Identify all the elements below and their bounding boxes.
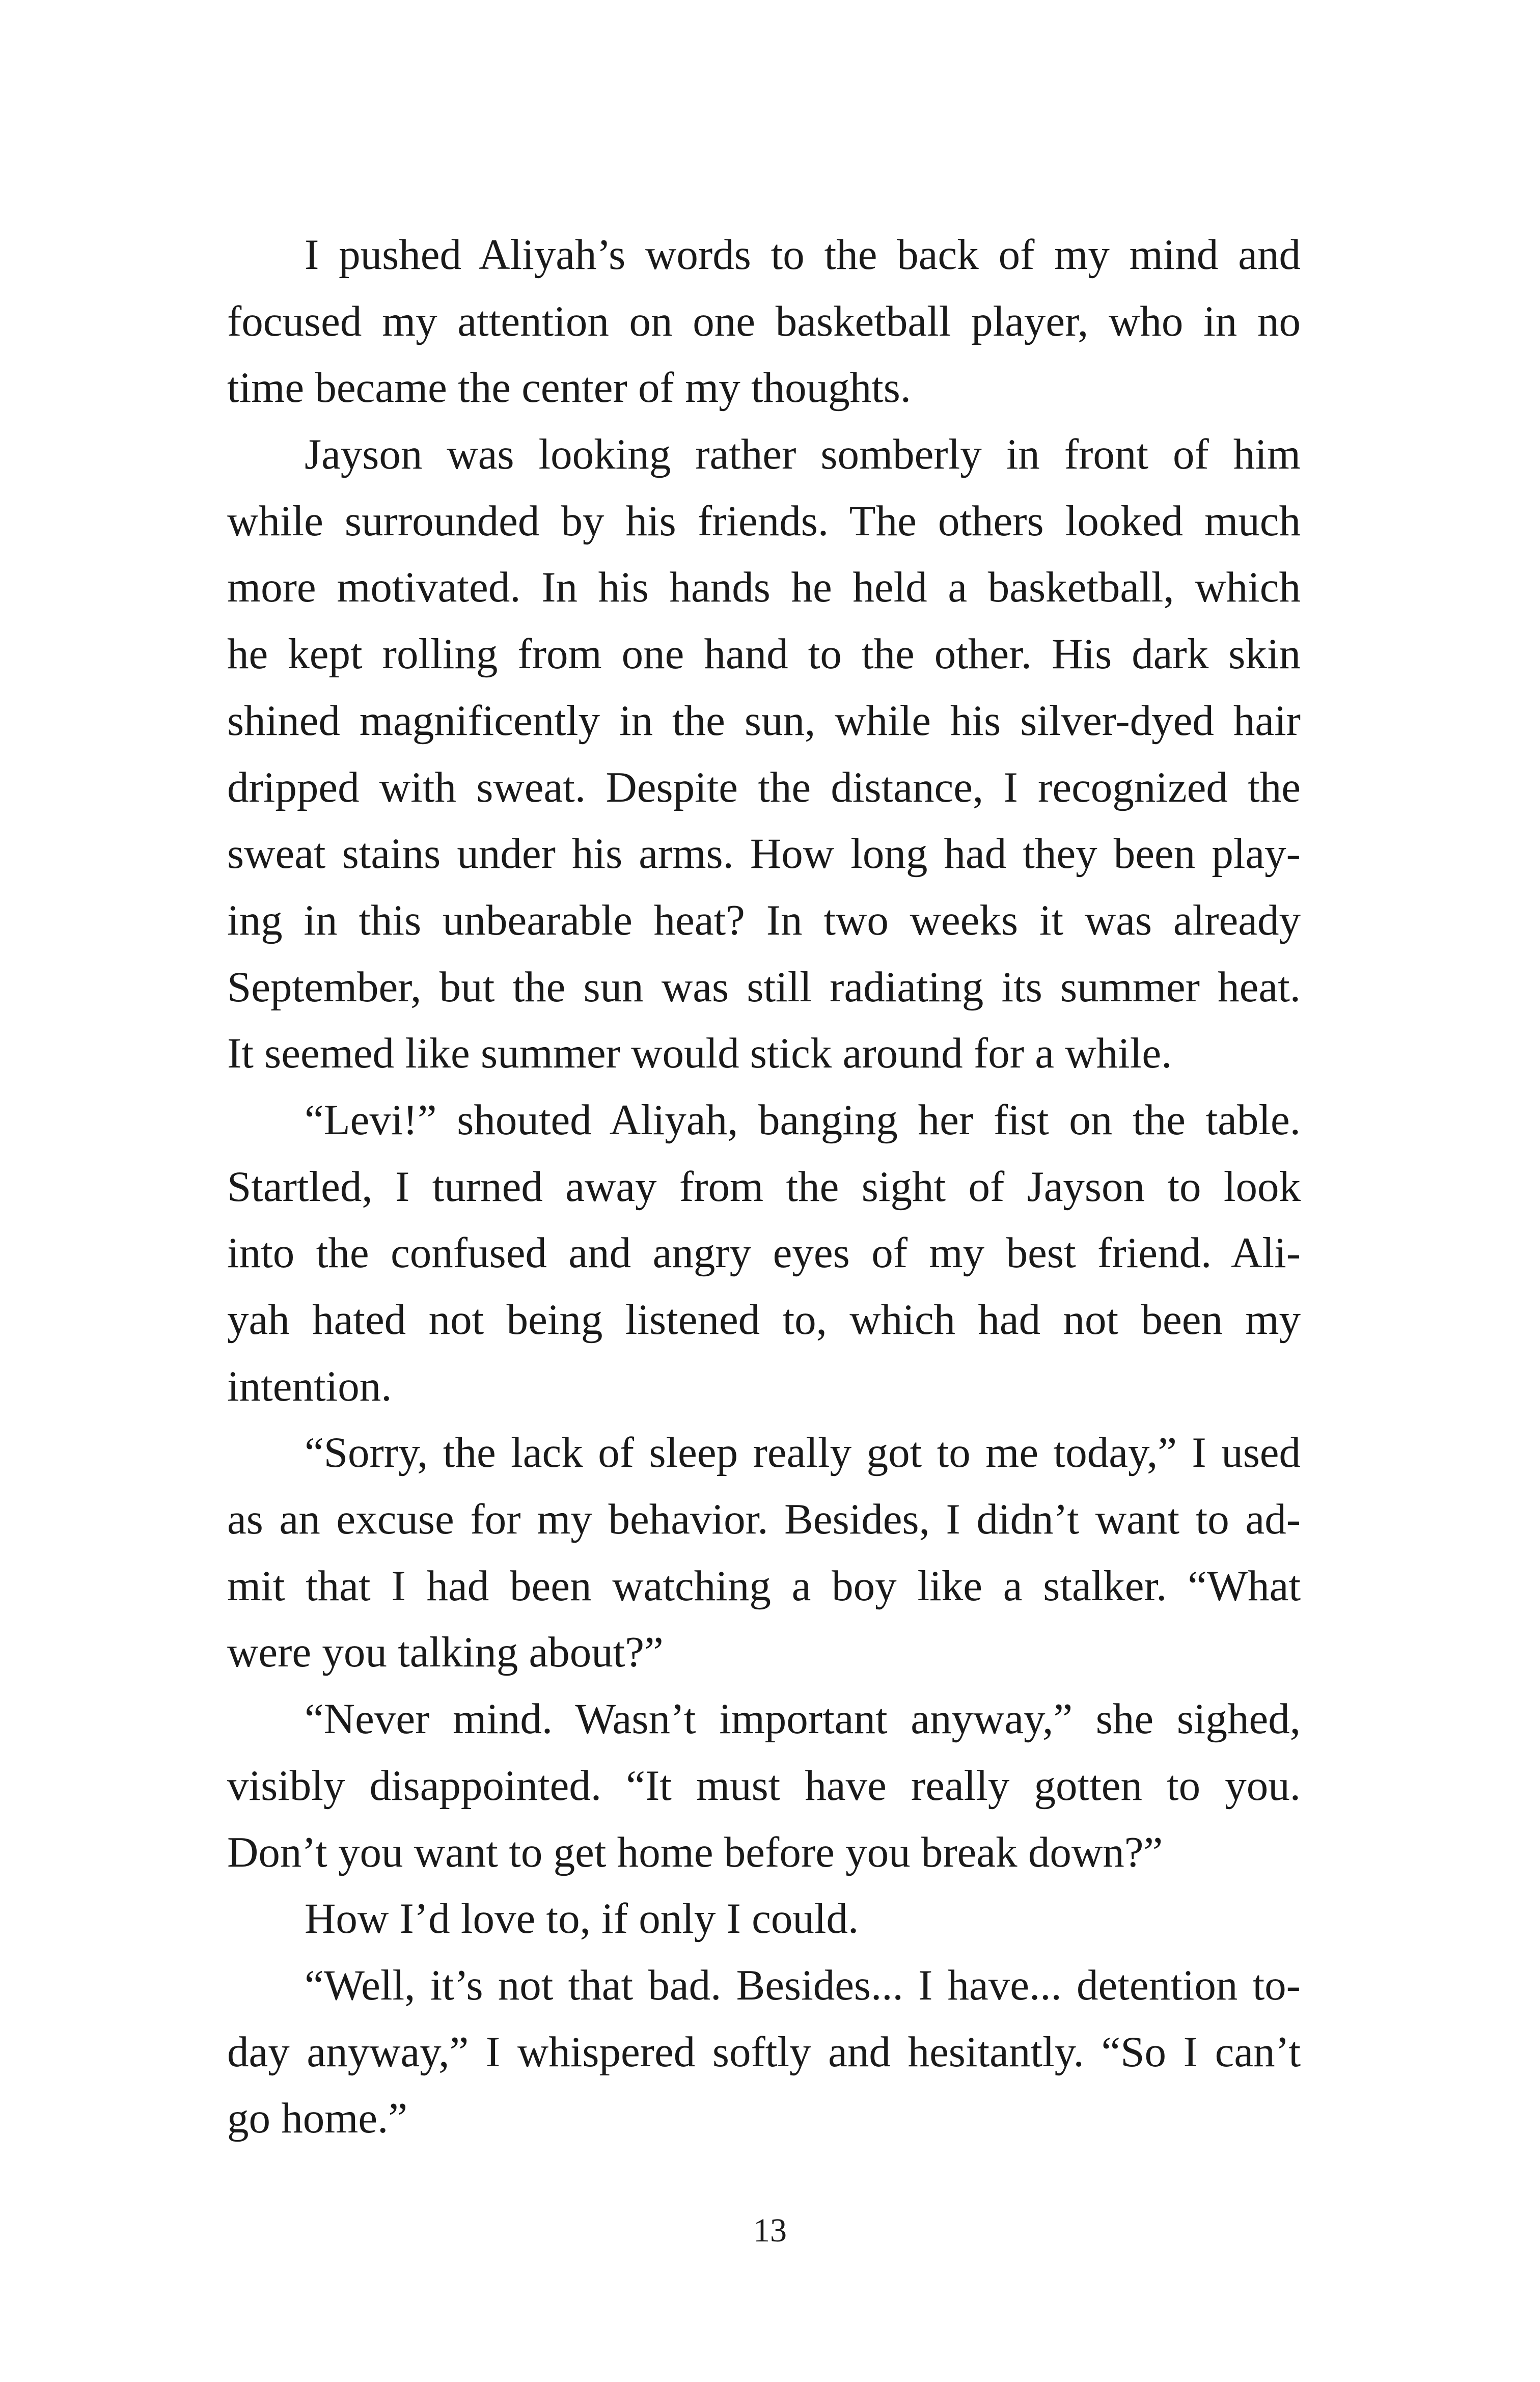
text-line: more motivated. In his hands he held a basketball, which bbox=[227, 563, 1301, 612]
page-number: 13 bbox=[753, 2212, 787, 2249]
text-line: ing in this unbearable heat? In two weeks it was already bbox=[227, 896, 1301, 944]
text-line: he kept rolling from one hand to the other. His dark skin bbox=[227, 630, 1301, 678]
text-line: Jayson was looking rather somberly in front of him bbox=[305, 430, 1301, 479]
text-line: sweat stains under his arms. How long had they been play- bbox=[227, 830, 1301, 878]
text-line: Don’t you want to get home before you break down?” bbox=[227, 1828, 1163, 1876]
text-line: yah hated not being listened to, which had not been my bbox=[227, 1296, 1301, 1344]
text-line: “Never mind. Wasn’t important anyway,” she sighed, bbox=[305, 1695, 1301, 1743]
text-line: day anyway,” I whispered softly and hesitantly. “So I can’t bbox=[227, 2028, 1301, 2076]
text-line: September, but the sun was still radiating its summer heat. bbox=[227, 963, 1301, 1011]
text-line: while surrounded by his friends. The others looked much bbox=[227, 497, 1301, 545]
text-line: into the confused and angry eyes of my best friend. Ali- bbox=[227, 1229, 1301, 1277]
text-line: I pushed Aliyah’s words to the back of my mind and bbox=[305, 231, 1301, 279]
text-line: visibly disappointed. “It must have really gotten to you. bbox=[227, 1761, 1301, 1810]
text-line: time became the center of my thoughts. bbox=[227, 364, 912, 412]
text-line: intention. bbox=[227, 1362, 392, 1410]
text-line: Startled, I turned away from the sight of Jayson to look bbox=[227, 1162, 1301, 1211]
text-line: “Sorry, the lack of sleep really got to me today,” I used bbox=[305, 1429, 1301, 1477]
text-line: focused my attention on one basketball player, who in no bbox=[227, 297, 1301, 345]
text-line: were you talking about?” bbox=[227, 1628, 664, 1677]
text-line: as an excuse for my behavior. Besides, I didn’t want to ad- bbox=[227, 1495, 1301, 1544]
text-line: “Well, it’s not that bad. Besides... I have... detention to- bbox=[305, 1961, 1301, 2009]
text-line: It seemed like summer would stick around for a while. bbox=[227, 1029, 1172, 1078]
text-line: dripped with sweat. Despite the distance, I recognized the bbox=[227, 763, 1301, 811]
body-text bbox=[227, 222, 1301, 2152]
text-line: “Levi!” shouted Aliyah, banging her fist on the table. bbox=[305, 1096, 1301, 1144]
text-line: How I’d love to, if only I could. bbox=[305, 1895, 859, 1943]
text-line: shined magnificently in the sun, while his silver-dyed hair bbox=[227, 696, 1301, 745]
text-line: mit that I had been watching a boy like a stalker. “What bbox=[227, 1562, 1301, 1610]
text-line: go home.” bbox=[227, 2094, 408, 2143]
